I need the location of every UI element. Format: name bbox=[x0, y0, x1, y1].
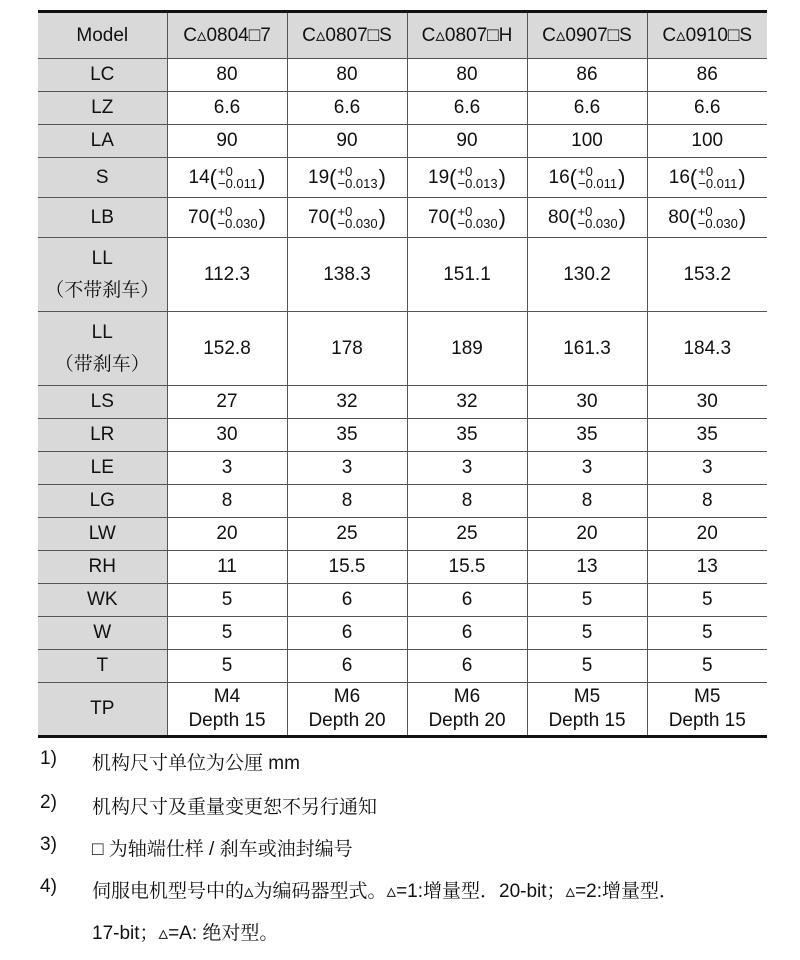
value-cell: 80 bbox=[167, 59, 287, 92]
value-cell: 6.6 bbox=[527, 92, 647, 125]
row-label-cell: W bbox=[38, 617, 167, 650]
tolerance-base: 70 bbox=[188, 206, 210, 228]
tolerance-base: 19 bbox=[428, 166, 450, 188]
value-cell bbox=[407, 683, 527, 737]
tolerance-lower: −0.030 bbox=[457, 215, 498, 231]
value-cell: 151.1 bbox=[407, 238, 527, 312]
value-cell: 3 bbox=[167, 452, 287, 485]
value-cell: 32 bbox=[287, 386, 407, 419]
thread-size: M5 bbox=[573, 686, 601, 707]
value-cell: 35 bbox=[647, 419, 767, 452]
tolerance-base: 14 bbox=[188, 166, 210, 188]
table-header-row bbox=[38, 12, 767, 59]
value-cell: 5 bbox=[527, 617, 647, 650]
row-label-cell: LE bbox=[38, 452, 167, 485]
row-label-cell: LC bbox=[38, 59, 167, 92]
value-cell: 6.6 bbox=[167, 92, 287, 125]
tolerance-cell: 70 ( +0 −0.030 ) bbox=[167, 198, 287, 238]
header-model-cell: C▵0807□S bbox=[287, 12, 407, 59]
tolerance-base: 16 bbox=[668, 166, 690, 188]
tolerance-base: 80 bbox=[668, 206, 690, 228]
tolerance-lower: −0.013 bbox=[337, 175, 378, 191]
footnote-number: 1) bbox=[40, 748, 57, 769]
dimension-spec-table bbox=[38, 10, 767, 738]
footnote-text: 伺服电机型号中的▵为编码器型式。▵=1:增量型．20-bit；▵=2:增量型． bbox=[92, 881, 679, 902]
value-cell: 8 bbox=[647, 485, 767, 518]
value-cell: 5 bbox=[167, 650, 287, 683]
footnote-text: 机构尺寸单位为公厘 mm bbox=[92, 753, 300, 774]
row-sublabel-text: （带刹车） bbox=[54, 353, 150, 375]
table-row bbox=[38, 551, 767, 584]
table-row bbox=[38, 386, 767, 419]
tolerance-lower: −0.011 bbox=[217, 175, 258, 191]
footnote-number: 4) bbox=[40, 876, 57, 897]
value-cell: 3 bbox=[407, 452, 527, 485]
thread-size: M6 bbox=[333, 686, 361, 707]
tolerance-lower: −0.030 bbox=[337, 215, 378, 231]
tolerance-cell: 70 ( +0 −0.030 ) bbox=[407, 198, 527, 238]
value-cell: 8 bbox=[407, 485, 527, 518]
thread-depth: Depth 15 bbox=[668, 710, 746, 731]
value-cell: 178 bbox=[287, 312, 407, 386]
header-model-cell: C▵0907□S bbox=[527, 12, 647, 59]
tolerance-upper: +0 bbox=[457, 163, 473, 179]
tolerance-lower: −0.030 bbox=[217, 215, 258, 231]
table-row bbox=[38, 617, 767, 650]
value-cell: 86 bbox=[647, 59, 767, 92]
thread-depth: Depth 15 bbox=[548, 710, 626, 731]
value-cell: 13 bbox=[527, 551, 647, 584]
tolerance-cell: 19 ( +0 −0.013 ) bbox=[407, 158, 527, 198]
tolerance-upper: +0 bbox=[698, 163, 714, 179]
value-cell: 35 bbox=[407, 419, 527, 452]
value-cell: 86 bbox=[527, 59, 647, 92]
row-label-cell: LR bbox=[38, 419, 167, 452]
value-cell: 6.6 bbox=[407, 92, 527, 125]
tolerance-cell: 14 ( +0 −0.011 ) bbox=[167, 158, 287, 198]
value-cell: 6 bbox=[407, 584, 527, 617]
tolerance-lower: −0.030 bbox=[697, 215, 738, 231]
value-cell: 5 bbox=[527, 650, 647, 683]
row-label-cell bbox=[38, 238, 167, 312]
value-cell: 6.6 bbox=[287, 92, 407, 125]
value-cell: 3 bbox=[287, 452, 407, 485]
value-cell: 6 bbox=[287, 584, 407, 617]
thread-depth: Depth 20 bbox=[428, 710, 506, 731]
table-row bbox=[38, 452, 767, 485]
value-cell: 20 bbox=[647, 518, 767, 551]
tolerance-upper: +0 bbox=[337, 163, 353, 179]
value-cell: 90 bbox=[287, 125, 407, 158]
table-row bbox=[38, 584, 767, 617]
table-row bbox=[38, 485, 767, 518]
value-cell: 13 bbox=[647, 551, 767, 584]
tolerance-upper: +0 bbox=[457, 203, 473, 219]
value-cell: 6 bbox=[407, 650, 527, 683]
value-cell: 152.8 bbox=[167, 312, 287, 386]
value-cell: 15.5 bbox=[407, 551, 527, 584]
value-cell: 5 bbox=[647, 650, 767, 683]
value-cell: 100 bbox=[647, 125, 767, 158]
tolerance-upper: +0 bbox=[697, 203, 713, 219]
table-row bbox=[38, 92, 767, 125]
row-label-cell: S bbox=[38, 158, 167, 198]
tolerance-upper: +0 bbox=[577, 163, 593, 179]
value-cell: 161.3 bbox=[527, 312, 647, 386]
value-cell: 35 bbox=[527, 419, 647, 452]
value-cell: 130.2 bbox=[527, 238, 647, 312]
value-cell: 80 bbox=[287, 59, 407, 92]
value-cell: 184.3 bbox=[647, 312, 767, 386]
footnote-text: □ 为轴端仕样 / 刹车或油封编号 bbox=[92, 839, 353, 860]
thread-depth: Depth 20 bbox=[308, 710, 386, 731]
header-model-cell: C▵0804□7 bbox=[167, 12, 287, 59]
value-cell: 25 bbox=[407, 518, 527, 551]
tolerance-upper: +0 bbox=[337, 203, 353, 219]
table-row bbox=[38, 238, 767, 312]
value-cell: 30 bbox=[647, 386, 767, 419]
value-cell: 189 bbox=[407, 312, 527, 386]
header-label-cell: Model bbox=[38, 12, 167, 59]
value-cell: 80 bbox=[407, 59, 527, 92]
row-sublabel-text: （不带刹车） bbox=[45, 279, 160, 301]
footnote-text-continuation: 17-bit；▵=A: 绝对型。 bbox=[92, 923, 279, 944]
value-cell: 90 bbox=[167, 125, 287, 158]
value-cell: 3 bbox=[647, 452, 767, 485]
tolerance-base: 80 bbox=[548, 206, 570, 228]
value-cell: 5 bbox=[647, 617, 767, 650]
row-label-cell: WK bbox=[38, 584, 167, 617]
tolerance-upper: +0 bbox=[217, 163, 233, 179]
value-cell: 32 bbox=[407, 386, 527, 419]
table-row bbox=[38, 125, 767, 158]
row-label-cell: LS bbox=[38, 386, 167, 419]
row-label-cell: LW bbox=[38, 518, 167, 551]
value-cell: 30 bbox=[167, 419, 287, 452]
value-cell: 138.3 bbox=[287, 238, 407, 312]
tolerance-base: 70 bbox=[308, 206, 330, 228]
tolerance-base: 70 bbox=[428, 206, 450, 228]
tolerance-cell: 70 ( +0 −0.030 ) bbox=[287, 198, 407, 238]
table-row bbox=[38, 312, 767, 386]
row-label-cell: T bbox=[38, 650, 167, 683]
table-row bbox=[38, 419, 767, 452]
value-cell bbox=[167, 683, 287, 737]
value-cell: 30 bbox=[527, 386, 647, 419]
value-cell: 6.6 bbox=[647, 92, 767, 125]
value-cell: 90 bbox=[407, 125, 527, 158]
value-cell: 5 bbox=[647, 584, 767, 617]
tolerance-cell: 16 ( +0 −0.011 ) bbox=[647, 158, 767, 198]
value-cell: 27 bbox=[167, 386, 287, 419]
tolerance-lower: −0.011 bbox=[577, 175, 618, 191]
thread-depth: Depth 15 bbox=[188, 710, 266, 731]
table-row bbox=[38, 518, 767, 551]
tolerance-cell: 16 ( +0 −0.011 ) bbox=[527, 158, 647, 198]
value-cell: 35 bbox=[287, 419, 407, 452]
tolerance-upper: +0 bbox=[217, 203, 233, 219]
tolerance-cell: 19 ( +0 −0.013 ) bbox=[287, 158, 407, 198]
tolerance-base: 19 bbox=[308, 166, 330, 188]
value-cell: 5 bbox=[527, 584, 647, 617]
row-label-cell: LG bbox=[38, 485, 167, 518]
value-cell: 100 bbox=[527, 125, 647, 158]
tolerance-cell: 80 ( +0 −0.030 ) bbox=[647, 198, 767, 238]
tolerance-base: 16 bbox=[548, 166, 570, 188]
value-cell: 3 bbox=[527, 452, 647, 485]
value-cell: 11 bbox=[167, 551, 287, 584]
value-cell: 8 bbox=[287, 485, 407, 518]
row-label-cell: LA bbox=[38, 125, 167, 158]
footnote-number: 2) bbox=[40, 792, 57, 813]
tolerance-lower: −0.013 bbox=[457, 175, 498, 191]
table-row bbox=[38, 650, 767, 683]
row-label-cell bbox=[38, 312, 167, 386]
value-cell: 112.3 bbox=[167, 238, 287, 312]
footnote-text: 机构尺寸及重量变更恕不另行通知 bbox=[92, 797, 378, 818]
table-row bbox=[38, 683, 767, 737]
footnote-number: 3) bbox=[40, 834, 57, 855]
row-label-cell: LZ bbox=[38, 92, 167, 125]
thread-size: M4 bbox=[213, 686, 241, 707]
value-cell: 5 bbox=[167, 617, 287, 650]
row-label-text: LL bbox=[91, 321, 113, 343]
value-cell: 8 bbox=[527, 485, 647, 518]
table-row bbox=[38, 198, 767, 238]
value-cell: 153.2 bbox=[647, 238, 767, 312]
value-cell: 20 bbox=[167, 518, 287, 551]
value-cell: 6 bbox=[287, 617, 407, 650]
thread-size: M5 bbox=[694, 686, 721, 707]
value-cell bbox=[647, 683, 767, 737]
value-cell: 5 bbox=[167, 584, 287, 617]
value-cell bbox=[527, 683, 647, 737]
header-model-cell: C▵0807□H bbox=[407, 12, 527, 59]
value-cell: 25 bbox=[287, 518, 407, 551]
tolerance-cell: 80 ( +0 −0.030 ) bbox=[527, 198, 647, 238]
value-cell: 8 bbox=[167, 485, 287, 518]
thread-size: M6 bbox=[453, 686, 481, 707]
value-cell: 6 bbox=[407, 617, 527, 650]
table-row bbox=[38, 158, 767, 198]
table-row bbox=[38, 59, 767, 92]
row-label-cell: LB bbox=[38, 198, 167, 238]
tolerance-lower: −0.030 bbox=[577, 215, 618, 231]
value-cell: 6 bbox=[287, 650, 407, 683]
value-cell: 20 bbox=[527, 518, 647, 551]
header-model-cell: C▵0910□S bbox=[647, 12, 767, 59]
value-cell: 15.5 bbox=[287, 551, 407, 584]
row-label-text: LL bbox=[91, 247, 113, 269]
row-label-cell: RH bbox=[38, 551, 167, 584]
value-cell bbox=[287, 683, 407, 737]
tolerance-upper: +0 bbox=[577, 203, 593, 219]
row-label-cell: TP bbox=[38, 683, 167, 737]
tolerance-lower: −0.011 bbox=[698, 175, 738, 191]
